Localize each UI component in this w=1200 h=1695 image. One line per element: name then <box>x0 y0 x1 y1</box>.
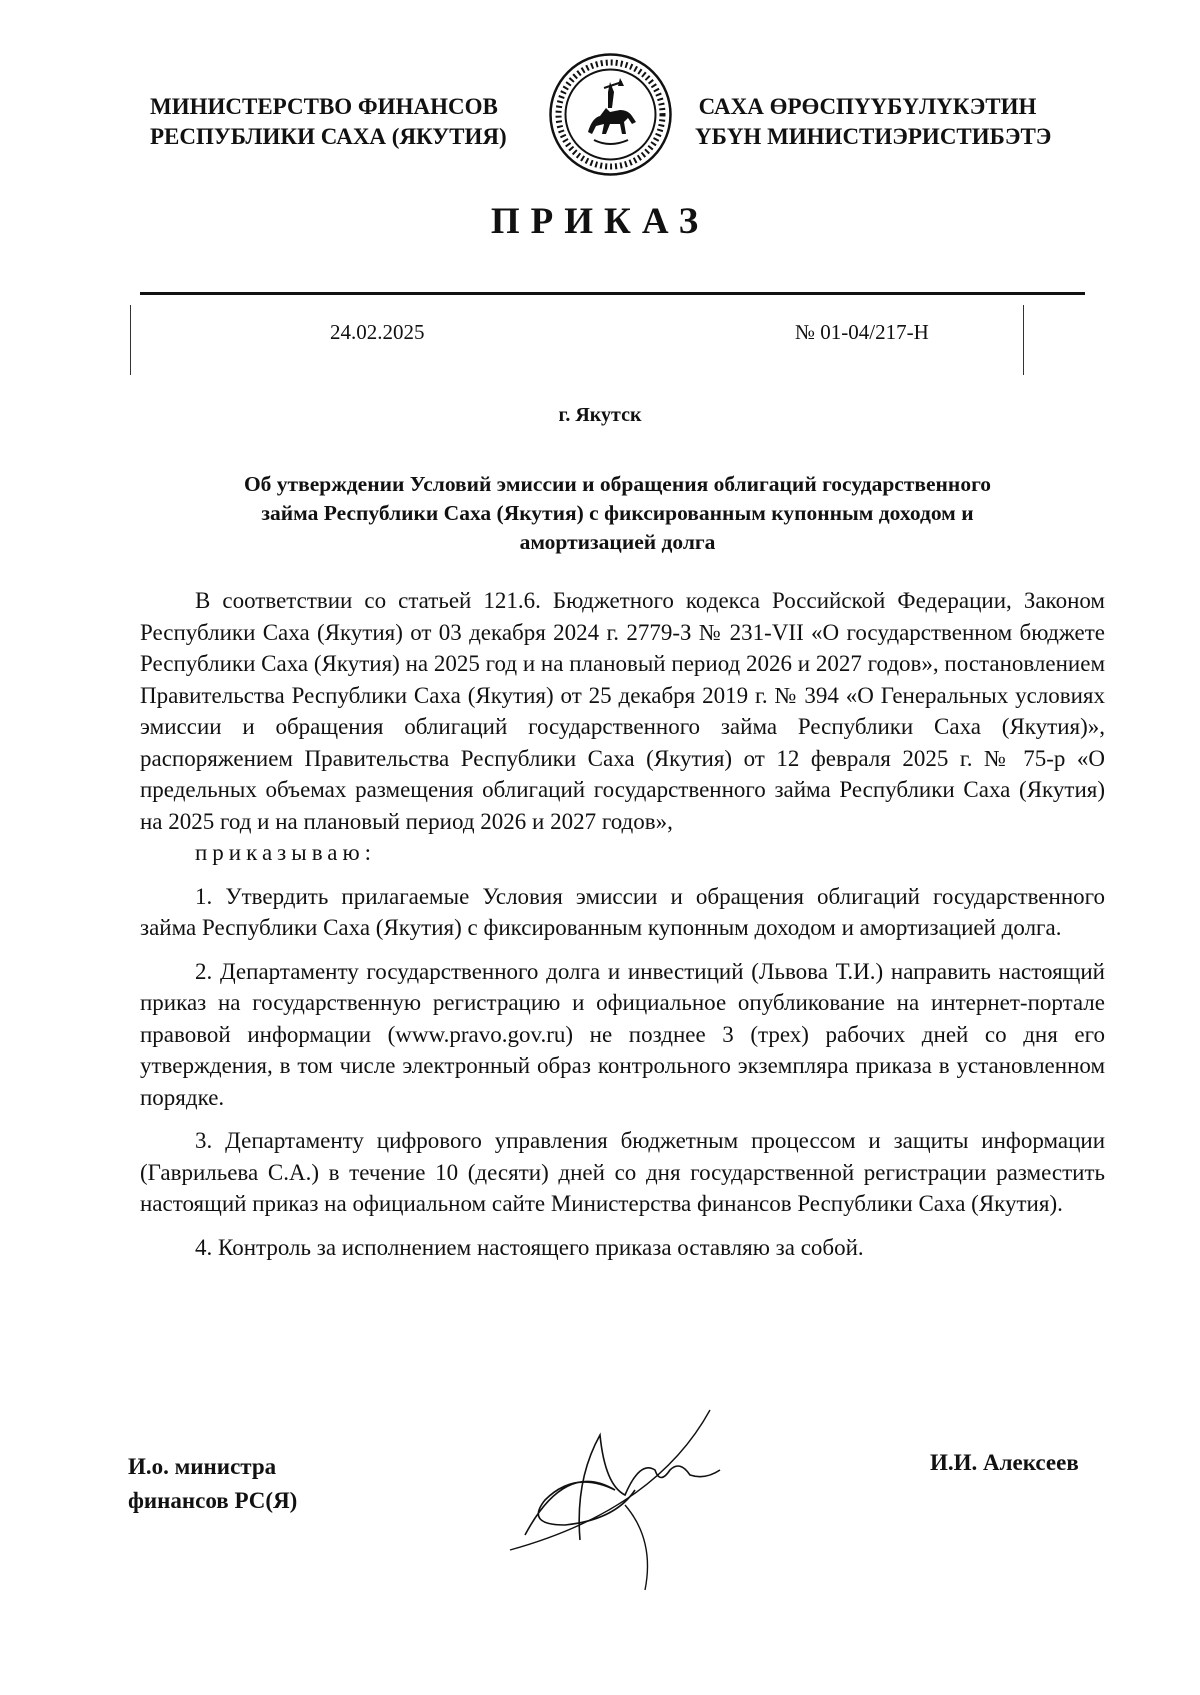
signatory-name: И.И. Алексеев <box>930 1450 1079 1475</box>
order-date: 24.02.2025 <box>330 320 425 344</box>
order-subject-line2: займа Республики Саха (Якутия) с фиксированным купонным доходом и <box>261 501 974 525</box>
document-title: ПРИКАЗ <box>490 201 710 242</box>
order-item-1: 1. Утвердить прилагаемые Условия эмиссии и обращения облигаций государственного займа Республики Саха (Якутия) с фиксированным купонным доходом и амортизацией долга. <box>140 883 1105 940</box>
handwritten-signature <box>505 1390 775 1600</box>
ministry-name-sakha <box>695 92 1052 152</box>
signatory-position-line1: И.о. министра <box>128 1454 277 1479</box>
order-word-text: приказываю: <box>195 840 377 865</box>
signatory-position-line2: финансов РС(Я) <box>128 1488 298 1513</box>
order-item-2: 2. Департаменту государственного долга и инвестиций (Львова Т.И.) направить настоящий приказ на государственную регистрацию и официальное опубликование на интернет-портале правовой информации (www.pravo.gov.ru) не позднее 3 (трех) рабочих дней со дня его утверждения, в том числе электронный образ контрольного экземпляра приказа в установленном порядке. <box>140 958 1105 1110</box>
order-word <box>140 837 1105 869</box>
order-item-4: 4. Контроль за исполнением настоящего приказа оставляю за собой. <box>195 1234 864 1260</box>
preamble-paragraph: В соответствии со статьей 121.6. Бюджетного кодекса Российской Федерации, Законом Республики Саха (Якутия) от 03 декабря 2024 г. 2779-З № 231-VII «О государственном бюджете Республики Саха (Якутия) на 2025 год и на плановый период 2026 и 2027 годов», постановлением Правительства Республики Саха (Якутия) от 25 декабря 2019 г. № 394 «О Генеральных условиях эмиссии и обращения облигаций государственного займа Республики Саха (Якутия)», распоряжением Правительства Республики Саха (Якутия) от 12 февраля 2025 г. № 75-р «О предельных объемах размещения облигаций государственного займа Республики Саха (Якутия) на 2025 год и на плановый период 2026 и 2027 годов», <box>140 588 1105 834</box>
registration-field-right-mark <box>1023 305 1024 375</box>
coat-of-arms-emblem <box>548 52 673 177</box>
ministry-name-ru-line1: МИНИСТЕРСТВО ФИНАНСОВ <box>150 94 498 119</box>
signatory-position <box>128 1450 297 1518</box>
registration-field-left-mark <box>130 305 131 375</box>
order-subject <box>140 470 1095 557</box>
ministry-name-ru-line2: РЕСПУБЛИКИ САХА (ЯКУТИЯ) <box>150 124 507 149</box>
ministry-name-sakha-line1: САХА ӨРӨСПҮҮБҮЛҮКЭТИН <box>698 94 1037 119</box>
header-divider <box>140 292 1085 295</box>
order-number: № 01-04/217-Н <box>795 320 929 344</box>
order-subject-line1: Об утверждении Условий эмиссии и обращения облигаций государственного <box>243 472 992 496</box>
city: г. Якутск <box>558 404 642 426</box>
ministry-name-sakha-line2: ҮБҮН МИНИСТИЭРИСТИБЭТЭ <box>695 124 1052 149</box>
order-subject-line3: амортизацией долга <box>519 530 716 554</box>
order-body <box>140 585 1105 1263</box>
order-item-3: 3. Департаменту цифрового управления бюджетным процессом и защиты информации (Гаврильева С.А.) в течение 10 (десяти) дней со дня государственной регистрации разместить настоящий приказ на официальном сайте Министерства финансов Республики Саха (Якутия). <box>140 1128 1105 1216</box>
ministry-name-ru <box>150 92 507 152</box>
